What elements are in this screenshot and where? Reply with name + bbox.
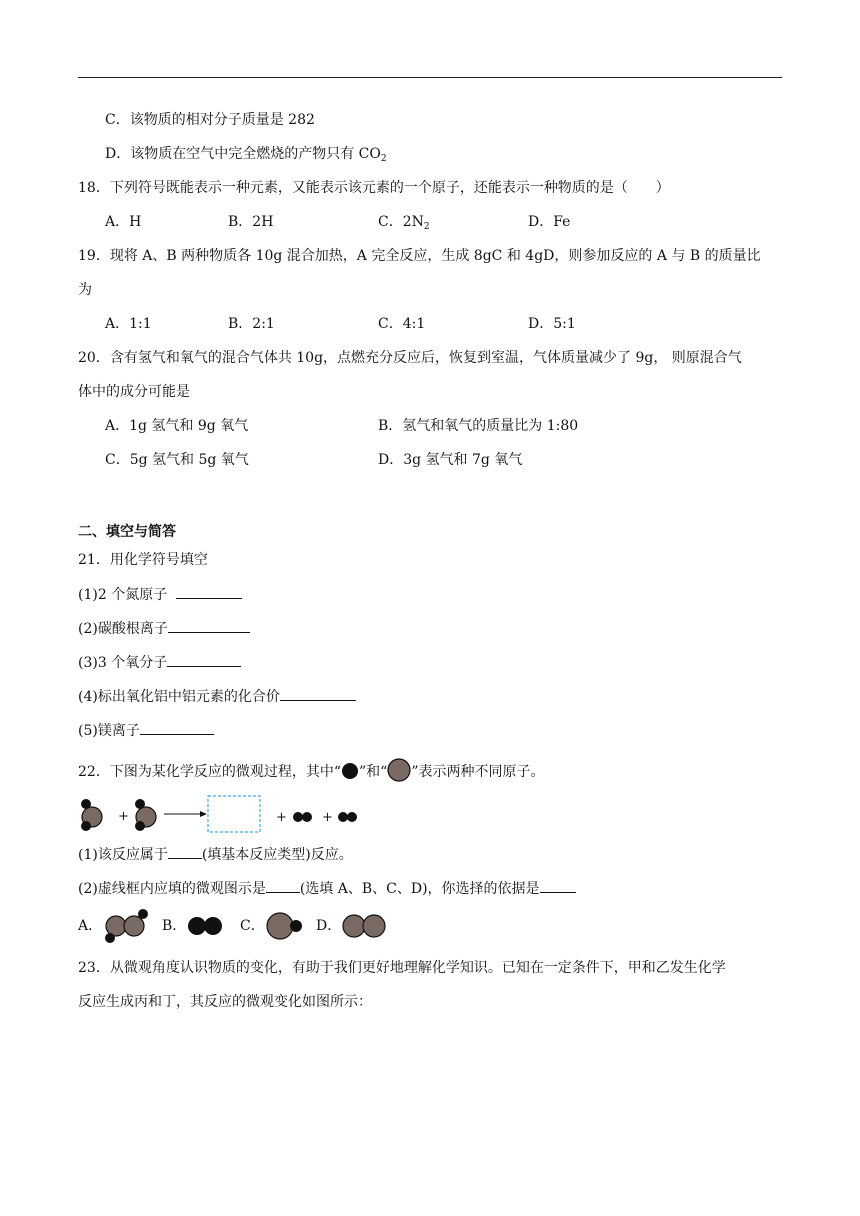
answer-blank[interactable]: [280, 686, 356, 701]
q18-option-c: C．$2N_2$: [378, 214, 430, 232]
reactant-molecule-2: [135, 799, 156, 831]
q19-option-a: A．1:1: [105, 316, 152, 332]
answer-blank[interactable]: [167, 652, 241, 667]
answer-blank[interactable]: [168, 618, 250, 633]
q20-option-d: D．3g 氢气和 7g 氧气: [378, 452, 523, 468]
q22-option-d-label: D．: [316, 918, 342, 934]
q21-part1: (1)2 个氮原子: [78, 584, 242, 605]
q20-option-a: A．1g 氢气和 9g 氧气: [105, 418, 249, 434]
q22-option-b-label: B．: [162, 918, 187, 934]
reaction-diagram: [78, 792, 378, 836]
q18-option-d: D．Fe: [528, 214, 571, 230]
q22-option-a-label: A．: [78, 918, 103, 934]
q20-option-b: B．氢气和氧气的质量比为 1:80: [378, 418, 579, 434]
answer-blank[interactable]: [140, 720, 214, 735]
q20-stem-line2: 体中的成分可能是: [78, 384, 190, 400]
product-molecule-1: [293, 812, 312, 822]
q22-part2: (2)虚线框内应填的微观图示是 (选填 A、B、C、D)，你选择的依据是: [78, 878, 576, 899]
q21-part5: (5)镁离子: [78, 720, 214, 741]
q23-stem-line1: 23．从微观角度认识物质的变化，有助于我们更好地理解化学知识。已知在一定条件下，甲和乙发生化学: [78, 960, 726, 976]
q22-stem: 22．下图为某化学反应的微观过程，其中“ ”和“ ”表示两种不同原子。: [78, 758, 544, 782]
answer-blank[interactable]: [540, 878, 576, 893]
q19-option-d: D．5:1: [528, 316, 576, 332]
q22-option-b-molecule: [186, 914, 226, 938]
q19-option-b: B．2:1: [228, 316, 275, 332]
q20-option-c: C．5g 氢气和 5g 氧气: [105, 452, 249, 468]
reactant-molecule-1: [81, 799, 102, 831]
q18-stem: 18．下列符号既能表示一种元素，又能表示该元素的一个原子，还能表示一种物质的是（ ）: [78, 180, 670, 196]
header-rule: [78, 77, 782, 78]
q22-option-c-label: C．: [240, 918, 265, 934]
q22-option-d-molecule: [340, 912, 390, 940]
q22-part1: (1)该反应属于 (填基本反应类型)反应。: [78, 844, 353, 865]
q22-option-a-molecule: [102, 904, 152, 944]
black-atom-icon: [341, 762, 359, 780]
q21-stem: 21．用化学符号填空: [78, 552, 208, 568]
q17-option-c: C．该物质的相对分子质量是 282: [105, 112, 315, 128]
q21-part2: (2)碳酸根离子: [78, 618, 250, 639]
dashed-answer-box: [208, 796, 260, 832]
q20-stem-line1: 20．含有氢气和氧气的混合气体共 10g，点燃充分反应后，恢复到室温，气体质量减少了 9g， 则原混合气: [78, 350, 742, 366]
q21-part3: (3)3 个氧分子: [78, 652, 241, 673]
q19-option-c: C．4:1: [378, 316, 426, 332]
gray-atom-icon: [387, 758, 411, 782]
product-molecule-2: [338, 812, 357, 822]
q17-option-d: D．该物质在空气中完全燃烧的产物只有 $CO_2$: [105, 146, 387, 164]
answer-blank[interactable]: [168, 844, 202, 859]
plus-sign-3: +: [322, 810, 333, 825]
section-title: 二、填空与简答: [78, 524, 176, 540]
q19-stem-line2: 为: [78, 282, 92, 298]
plus-sign-2: +: [276, 810, 287, 825]
q19-stem-line1: 19．现将 A、B 两种物质各 10g 混合加热，A 完全反应，生成 8gC 和 4gD，则参加反应的 A 与 B 的质量比: [78, 248, 761, 264]
answer-blank[interactable]: [176, 584, 242, 599]
q18-option-a: A．H: [105, 214, 142, 230]
q23-stem-line2: 反应生成丙和丁，其反应的微观变化如图所示：: [78, 994, 372, 1010]
plus-sign-1: +: [118, 809, 129, 824]
answer-blank[interactable]: [266, 878, 300, 893]
q21-part4: (4)标出氧化铝中铝元素的化合价: [78, 686, 356, 707]
q18-option-b: B．2H: [228, 214, 274, 230]
q22-option-c-molecule: [264, 910, 308, 942]
reaction-arrow: [164, 811, 207, 817]
